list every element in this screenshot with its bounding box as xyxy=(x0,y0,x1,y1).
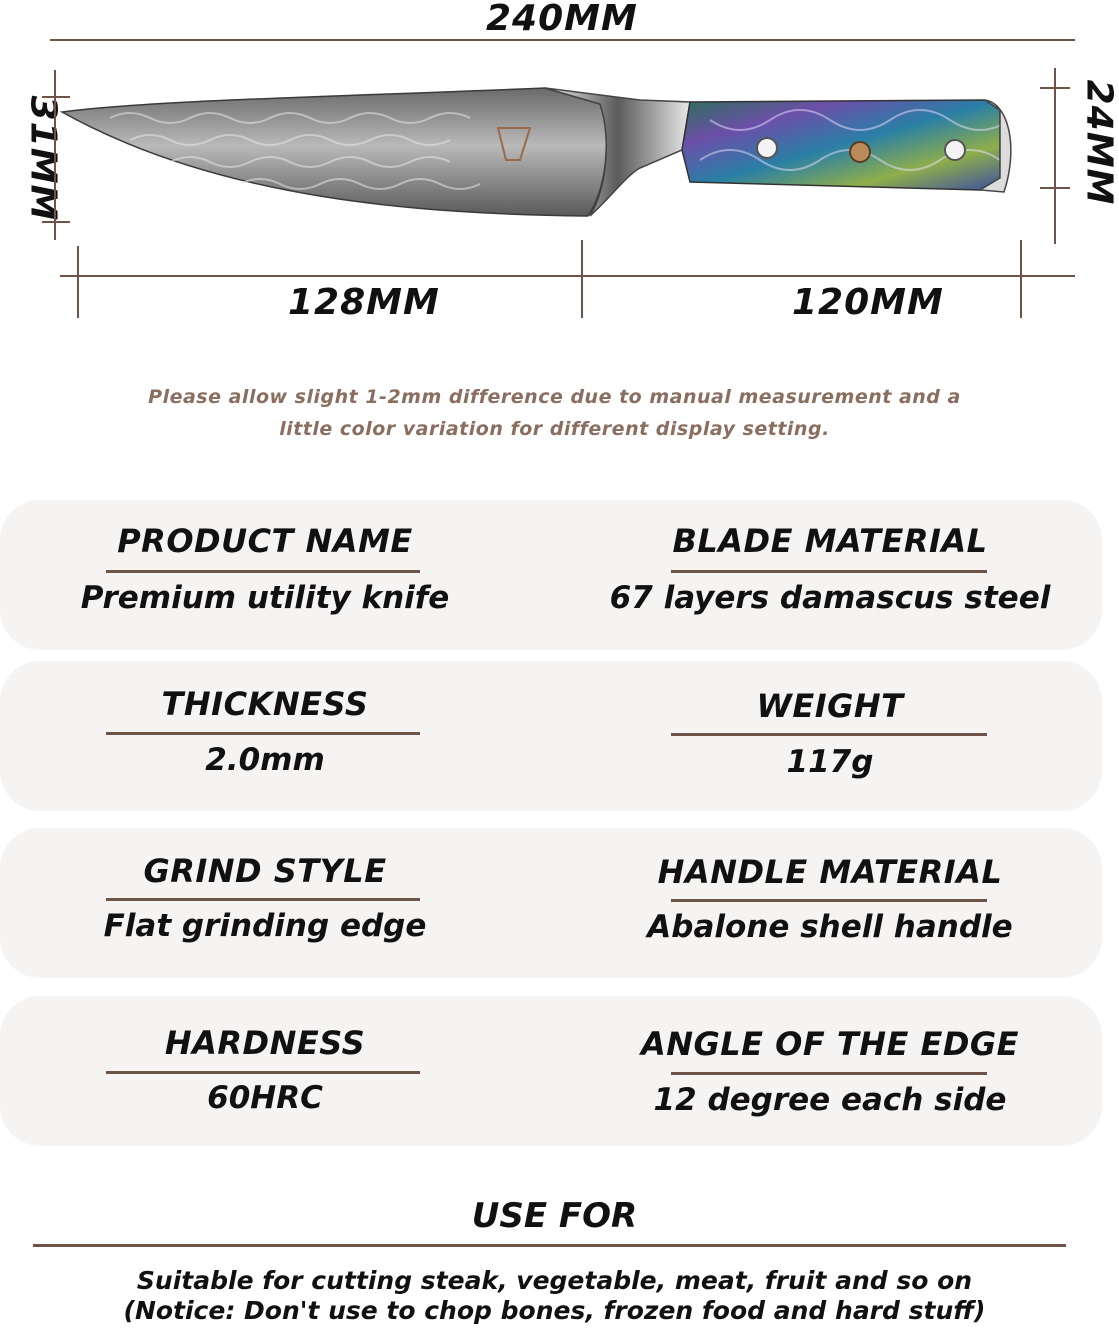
spec-divider xyxy=(106,570,420,573)
spec-row xyxy=(0,996,1102,1146)
rivet-mosaic xyxy=(850,142,870,162)
knife-dimension-diagram xyxy=(0,0,1109,330)
measurement-note-line2: little color variation for different display setting. xyxy=(279,418,830,440)
use-for-notice: (Notice: Don't use to chop bones, frozen food and hard stuff) xyxy=(123,1296,986,1325)
spec-product-name xyxy=(0,500,530,650)
spec-label: ANGLE OF THE EDGE xyxy=(640,1025,1020,1063)
rivet xyxy=(757,138,777,158)
rivet xyxy=(945,140,965,160)
spec-divider xyxy=(671,570,987,573)
spec-row xyxy=(0,828,1102,978)
spec-grind-style xyxy=(0,828,530,978)
spec-row xyxy=(0,500,1102,650)
handle-length-label: 120MM xyxy=(792,282,944,323)
spec-value: 60HRC xyxy=(207,1080,323,1116)
knife-blade xyxy=(62,88,606,216)
measurement-note-line1: Please allow slight 1-2mm difference due to manual measurement and a xyxy=(148,386,961,408)
total-length-label: 240MM xyxy=(486,0,638,39)
spec-label: PRODUCT NAME xyxy=(117,522,413,560)
spec-divider xyxy=(671,733,987,736)
spec-value: 117g xyxy=(786,744,874,780)
spec-value: Abalone shell handle xyxy=(647,909,1013,945)
spec-value: 67 layers damascus steel xyxy=(609,580,1051,616)
spec-value: Flat grinding edge xyxy=(103,908,427,944)
blade-height-label: 31MM xyxy=(22,95,64,222)
spec-divider xyxy=(106,1071,420,1074)
use-for-divider xyxy=(33,1244,1066,1247)
spec-value: 12 degree each side xyxy=(653,1082,1007,1118)
use-for-description: Suitable for cutting steak, vegetable, meat, fruit and so on xyxy=(136,1266,973,1295)
spec-divider xyxy=(671,899,987,902)
use-for-title: USE FOR xyxy=(471,1196,638,1236)
spec-label: BLADE MATERIAL xyxy=(672,522,988,560)
spec-label: WEIGHT xyxy=(756,687,904,725)
spec-edge-angle xyxy=(560,996,1100,1146)
spec-divider xyxy=(106,898,420,901)
handle-height-label: 24MM xyxy=(1078,79,1119,206)
spec-label: GRIND STYLE xyxy=(143,852,387,890)
spec-blade-material xyxy=(560,500,1100,650)
spec-row xyxy=(0,661,1102,811)
spec-label: HARDNESS xyxy=(164,1024,366,1062)
blade-length-label: 128MM xyxy=(288,282,440,323)
spec-handle-material xyxy=(560,828,1100,978)
spec-value: 2.0mm xyxy=(205,742,325,778)
spec-value: Premium utility knife xyxy=(80,580,450,616)
spec-hardness xyxy=(0,996,530,1146)
spec-weight xyxy=(560,661,1100,811)
spec-divider xyxy=(106,732,420,735)
spec-thickness xyxy=(0,661,530,811)
spec-divider xyxy=(671,1072,987,1075)
spec-label: HANDLE MATERIAL xyxy=(657,853,1003,891)
spec-label: THICKNESS xyxy=(161,685,369,723)
